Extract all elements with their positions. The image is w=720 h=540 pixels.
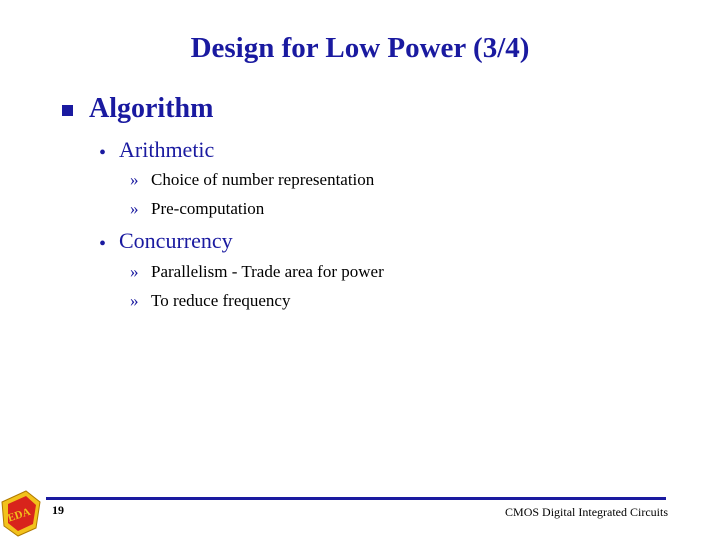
logo-text: EDA [6, 505, 32, 525]
item-label: Choice of number representation [151, 170, 375, 189]
chevron-bullet-icon: » [130, 262, 139, 281]
footer-course-title: CMOS Digital Integrated Circuits [505, 505, 668, 519]
item-label: To reduce frequency [151, 291, 291, 310]
square-bullet-icon [62, 105, 73, 116]
chevron-bullet-icon: » [130, 199, 139, 218]
sub-bullet-label: Concurrency [119, 228, 233, 253]
chevron-bullet-icon: » [130, 170, 139, 189]
main-bullet-label: Algorithm [89, 93, 214, 124]
chevron-bullet-icon: » [130, 291, 139, 310]
dot-bullet-icon: • [99, 142, 107, 164]
item-label: Parallelism - Trade area for power [151, 262, 384, 281]
dot-bullet-icon: • [99, 233, 107, 255]
item-label: Pre-computation [151, 199, 265, 218]
page-number: 19 [52, 503, 64, 517]
slide-title: Design for Low Power (3/4) [190, 32, 530, 64]
footer-divider [46, 497, 666, 500]
eda-logo-icon [0, 488, 46, 538]
sub-bullet-label: Arithmetic [119, 137, 215, 162]
